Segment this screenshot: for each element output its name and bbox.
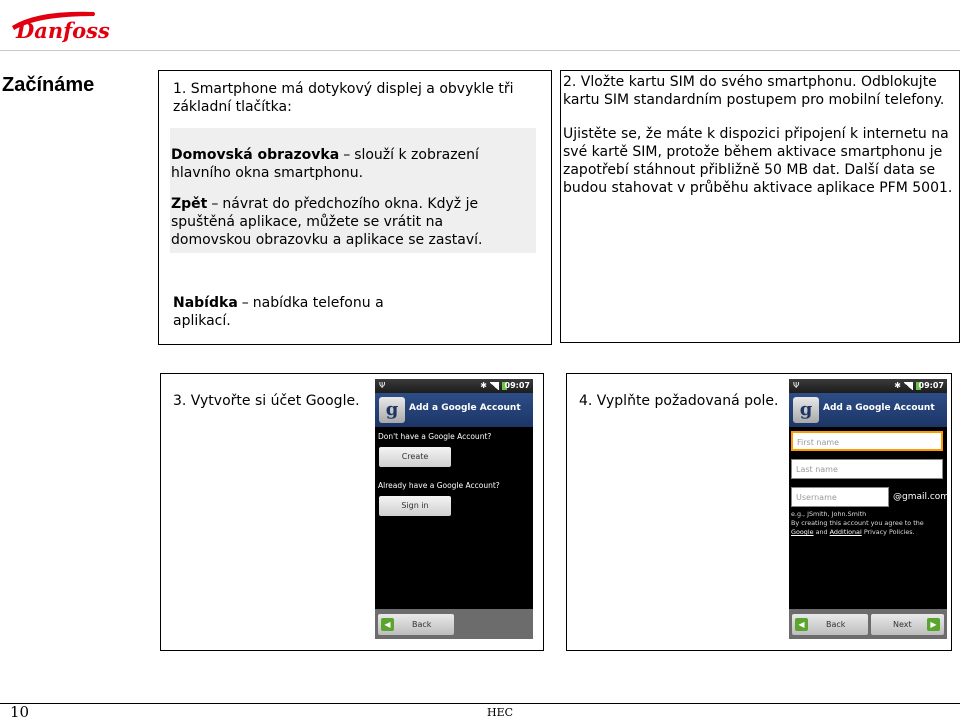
status-bar (789, 379, 947, 393)
back-label: Zpět (171, 196, 208, 212)
bluetooth-icon: ✱ (894, 381, 901, 390)
terms-suffix: Privacy Policies. (863, 528, 915, 536)
username-example: e.g., JSmith, John.Smith (791, 510, 867, 518)
bluetooth-icon: ✱ (480, 381, 487, 390)
clock: 09:07 (504, 381, 530, 390)
phone-screen-account-form (789, 379, 950, 639)
usb-icon: Ψ (793, 381, 800, 390)
menu-label: Nabídka (173, 295, 238, 311)
menu-description (173, 294, 413, 330)
home-text: slouží k zobrazení hlavního okna smartphonu. (171, 147, 479, 181)
screen-title-bar (789, 393, 947, 427)
first-name-field[interactable]: First name (791, 431, 943, 451)
gmail-domain: @gmail.com (893, 492, 950, 502)
step2-box (560, 70, 960, 343)
google-terms-link[interactable]: Google (791, 528, 814, 536)
additional-terms-link[interactable]: Additional (829, 528, 862, 536)
page-number: 10 (10, 703, 30, 721)
step1-box (158, 70, 552, 345)
no-account-question: Don't have a Google Account? (378, 432, 492, 441)
signal-icon (490, 382, 499, 390)
back-text: návrat do předchozího okna. Když je spuštěná aplikace, můžete se vrátit na domovskou obrazovku a aplikace se zastaví. (171, 196, 483, 248)
home-description (171, 146, 501, 182)
phone-screen-add-account (375, 379, 533, 639)
back-button-label: Back (826, 620, 846, 629)
step2-text: 2. Vložte kartu SIM do svého smartphonu. Odblokujte kartu SIM standardním postupem pro mobilní telefony. (563, 74, 945, 108)
screen-title: Add a Google Account (409, 403, 521, 413)
have-account-question: Already have a Google Account? (378, 481, 500, 490)
status-bar (375, 379, 533, 393)
screen-title-bar (375, 393, 533, 427)
screen-title: Add a Google Account (823, 403, 935, 413)
footer-text: HEC (487, 706, 514, 719)
terms-and: and (815, 528, 828, 536)
step3-box (160, 373, 544, 651)
signal-icon (904, 382, 913, 390)
next-button[interactable] (871, 614, 944, 635)
home-label: Domovská obrazovka (171, 147, 340, 163)
step1-intro: 1. Smartphone má dotykový displej a obvykle tři základní tlačítka: (173, 81, 514, 115)
step4-caption: 4. Vyplňte požadovaná pole. (579, 393, 779, 409)
header-divider (0, 50, 960, 51)
dash: – (241, 295, 249, 311)
back-button-label: Back (412, 620, 432, 629)
usb-icon: Ψ (379, 381, 386, 390)
sign-in-button[interactable]: Sign in (379, 496, 451, 516)
arrow-left-icon: ◀ (381, 618, 394, 631)
svg-text:Danfoss: Danfoss (16, 18, 110, 43)
dash: – (343, 147, 351, 163)
section-title: Začínáme (2, 74, 95, 96)
footer-divider (0, 703, 960, 704)
bottom-bar (789, 609, 947, 639)
bottom-bar (375, 609, 533, 639)
back-description (171, 195, 521, 249)
back-button[interactable] (792, 614, 868, 635)
menu-text: nabídka telefonu a aplikací. (173, 295, 384, 329)
google-icon: g (793, 397, 819, 423)
username-field[interactable]: Username (791, 487, 889, 507)
google-icon: g (379, 397, 405, 423)
step4-box (566, 373, 952, 651)
step2-note: Ujistěte se, že máte k dispozici připojení k internetu na své kartě SIM, protože během aktivace smartphonu je zapotřebí stáhnout přibližně 50 MB dat. Další data se budou stahovat v průběhu aktivace aplikace PFM 5001. (563, 126, 953, 196)
terms-prefix: By creating this account you agree to the (791, 519, 924, 527)
next-button-label: Next (893, 620, 912, 629)
terms-text (791, 519, 943, 537)
step3-caption: 3. Vytvořte si účet Google. (173, 393, 360, 409)
dash: – (211, 196, 219, 212)
arrow-left-icon: ◀ (795, 618, 808, 631)
back-button[interactable] (378, 614, 454, 635)
create-button[interactable]: Create (379, 447, 451, 467)
last-name-field[interactable]: Last name (791, 459, 943, 479)
clock: 09:07 (918, 381, 944, 390)
danfoss-logo (8, 4, 110, 48)
arrow-right-icon: ▶ (927, 618, 940, 631)
